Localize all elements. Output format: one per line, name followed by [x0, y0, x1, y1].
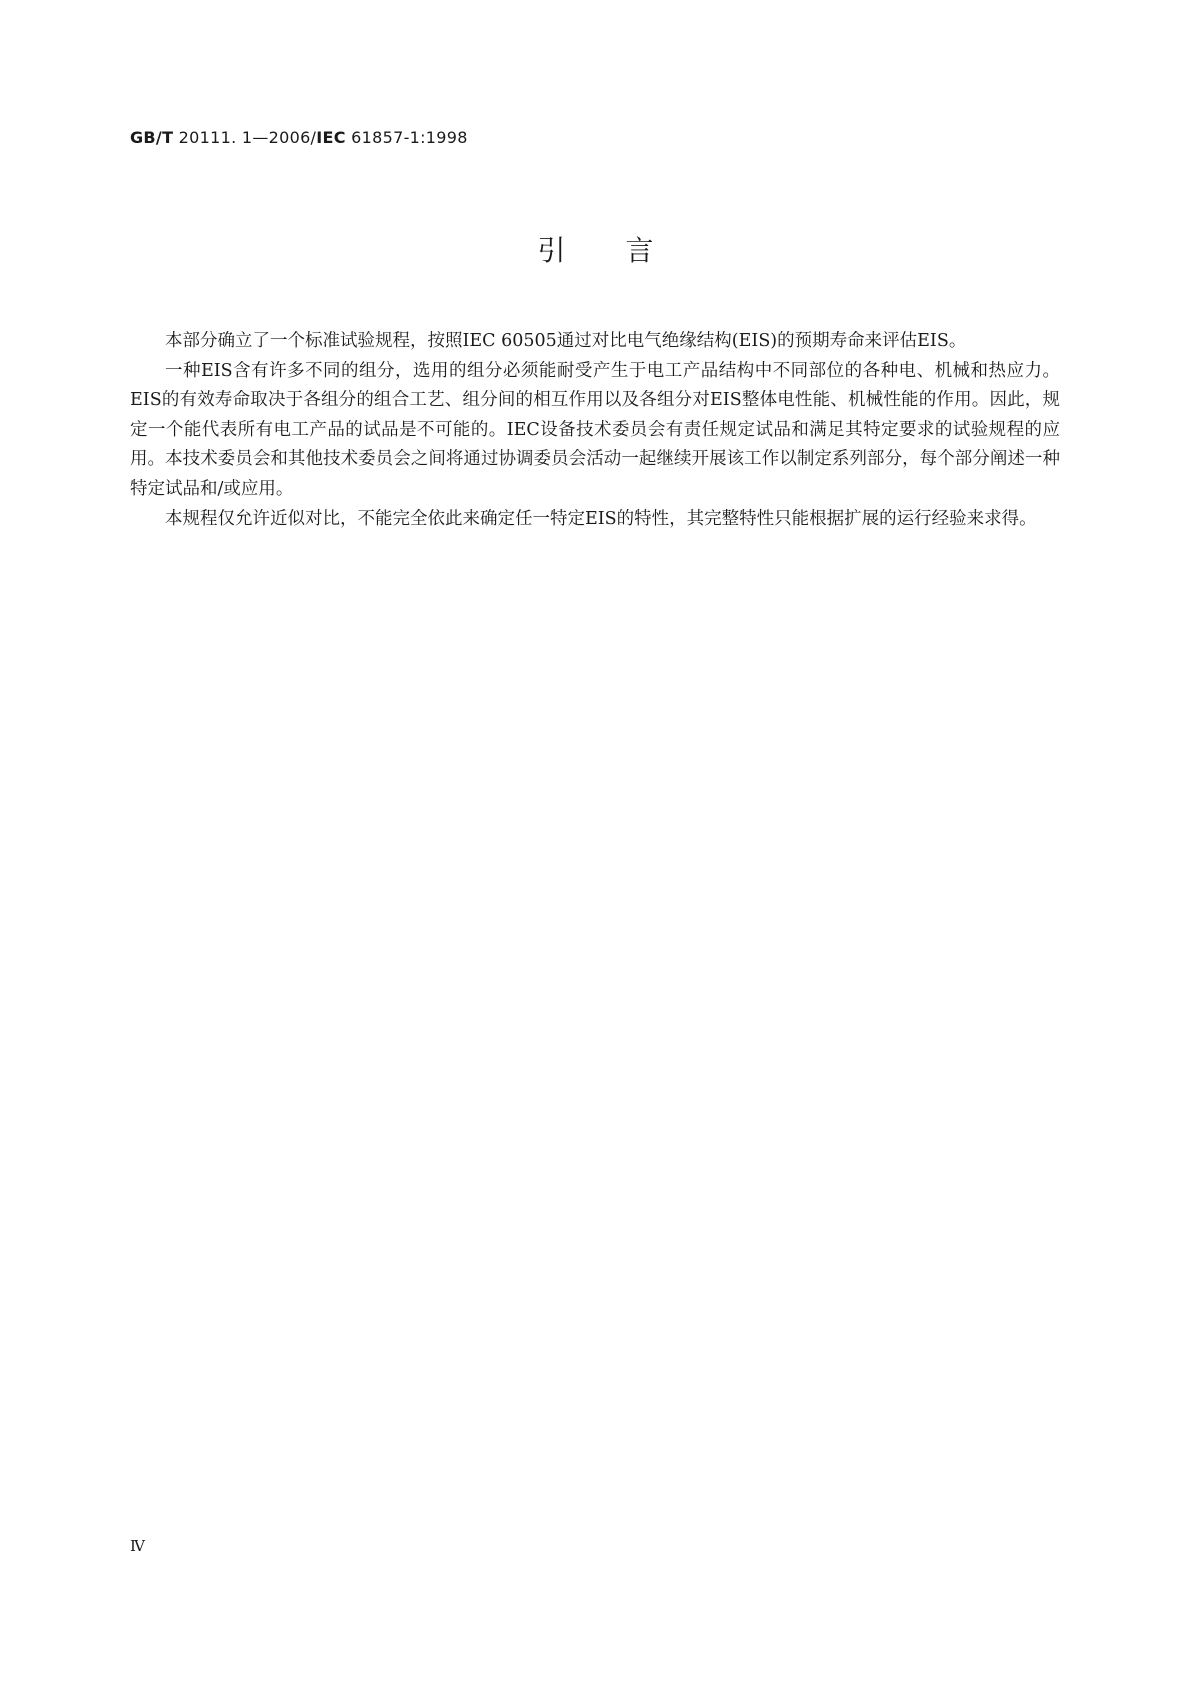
standard-header	[130, 128, 468, 147]
paragraph-2: 一种EIS含有许多不同的组分，选用的组分必须能耐受产生于电工产品结构中不同部位的各种电、机械和热应力。EIS的有效寿命取决于各组分的组合工艺、组分间的相互作用以及各组分对EIS整体电性能、机械性能的作用。因此，规定一个能代表所有电工产品的试品是不可能的。IEC设备技术委员会有责任规定试品和满足其特定要求的试验规程的应用。本技术委员会和其他技术委员会之间将通过协调委员会活动一起继续开展该工作以制定系列部分，每个部分阐述一种特定试品和/或应用。	[130, 360, 1060, 499]
page-number: Ⅳ	[130, 1537, 145, 1555]
paragraph-1: 本部分确立了一个标准试验规程，按照IEC 60505通过对比电气绝缘结构(EIS)的预期寿命来评估EIS。	[165, 331, 967, 351]
page-title: 引言	[537, 234, 714, 267]
standard-number: 20111. 1—2006/	[173, 128, 317, 147]
paragraph-3: 本规程仅允许近似对比，不能完全依此来确定任一特定EIS的特性，其完整特性只能根据扩展的运行经验来求得。	[165, 508, 1037, 529]
introduction-body	[130, 327, 1060, 534]
iec-prefix: IEC	[316, 128, 346, 147]
iec-number: 61857-1:1998	[345, 128, 468, 147]
standard-prefix: GB/T	[130, 128, 174, 147]
